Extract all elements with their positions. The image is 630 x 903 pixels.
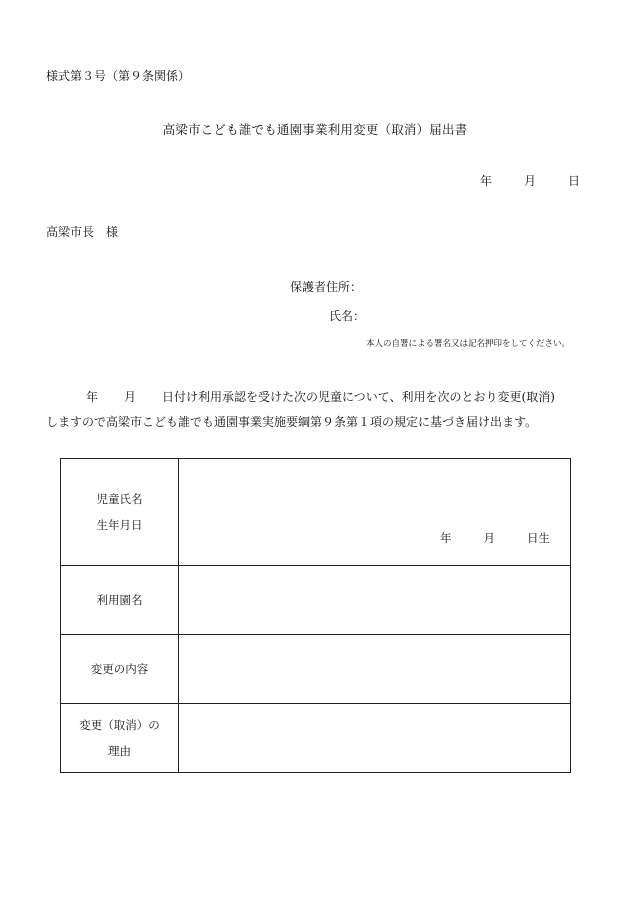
- reason-input-cell[interactable]: [179, 704, 571, 773]
- submission-date-line: [480, 172, 580, 189]
- change-content-label: 変更の内容: [61, 635, 179, 704]
- signature-note: 本人の自署による署名又は記名押印をしてください。: [365, 339, 570, 349]
- guardian-name-label: 氏名：: [329, 309, 366, 323]
- form-number: 様式第３号（第９条関係）: [46, 69, 191, 83]
- body-month-label: 月: [124, 390, 137, 404]
- birth-day-label: 日生: [527, 531, 550, 545]
- child-info-label-cell: [61, 459, 179, 566]
- reason-label-line-1: 変更（取消）の: [79, 718, 160, 732]
- body-text-rest: 日付け利用承認を受けた次の児童について、利用を次のとおり変更(取消): [162, 390, 555, 404]
- table-row: [61, 566, 571, 635]
- date-month-label: 月: [523, 174, 536, 188]
- guardian-address-label: 保護者住所：: [290, 280, 363, 294]
- body-text-line-1: [46, 388, 555, 405]
- date-year-label: 年: [479, 174, 492, 188]
- document-title: 高梁市こども誰でも通園事業利用変更（取消）届出書: [162, 122, 468, 137]
- reason-label-line-2: 理由: [108, 744, 131, 758]
- body-year-label: 年: [86, 390, 99, 404]
- child-info-input-cell[interactable]: [179, 459, 571, 566]
- date-day-label: 日: [567, 174, 580, 188]
- facility-label: 利用園名: [61, 566, 179, 635]
- form-table: [60, 458, 571, 773]
- addressee: 高梁市長 様: [46, 225, 119, 239]
- table-row: [61, 704, 571, 773]
- birth-month-label: 月: [483, 531, 495, 545]
- reason-label-cell: [61, 704, 179, 773]
- birth-year-label: 年: [440, 531, 452, 545]
- body-text-line-2: しますので高梁市こども誰でも通園事業実施要綱第９条第１項の規定に基づき届け出ます。: [46, 415, 538, 429]
- birth-date-label: 生年月日: [96, 518, 143, 532]
- birth-date-fields: [440, 530, 550, 546]
- child-name-label: 児童氏名: [96, 492, 143, 506]
- table-row: [61, 635, 571, 704]
- change-content-input-cell[interactable]: [179, 635, 571, 704]
- table-row: [61, 459, 571, 566]
- facility-input-cell[interactable]: [179, 566, 571, 635]
